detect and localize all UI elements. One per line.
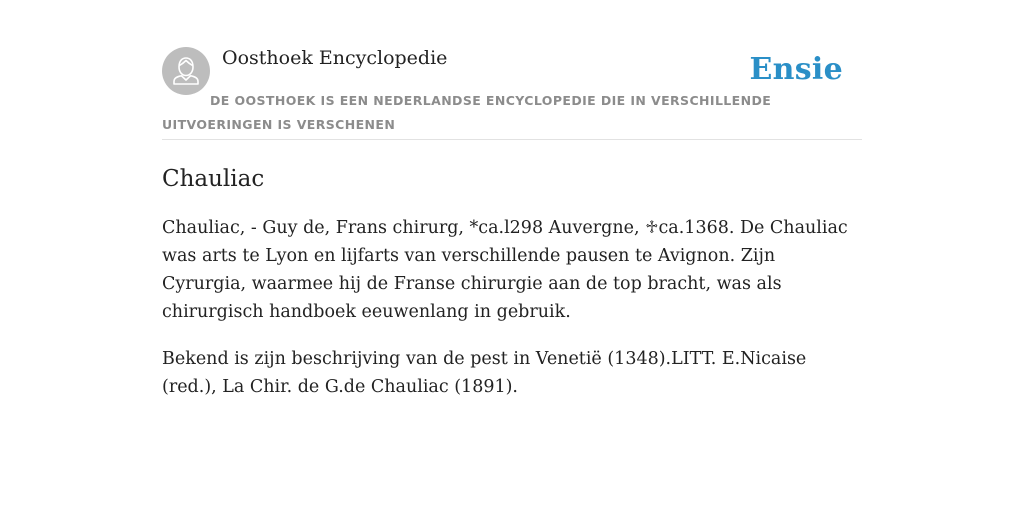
- article-title: Chauliac: [162, 166, 265, 192]
- source-description: DE OOSTHOEK IS EEN NEDERLANDSE ENCYCLOPEDIE DIE IN VERSCHILLENDE UITVOERINGEN IS VERSCHENEN: [162, 93, 772, 132]
- source-header: [162, 0, 862, 140]
- source-title[interactable]: Oosthoek Encyclopedie: [222, 47, 448, 69]
- article-paragraph: Bekend is zijn beschrijving van de pest in Venetië (1348).LITT. E.Nicaise (red.), La Chir. de G.de Chauliac (1891).: [162, 349, 807, 397]
- page: [162, 0, 862, 420]
- article-paragraph: Chauliac, - Guy de, Frans chirurg, *ca.l298 Auvergne, ♱ca.1368. De Chauliac was arts te Lyon en lijfarts van verschillende pausen te Avignon. Zijn Cyrurgia, waarmee hij de Franse chirurgie aan de top bracht, was als chirurgisch handboek eeuwenlang in gebruik.: [162, 218, 848, 322]
- user-icon: [162, 47, 210, 95]
- article-body: [162, 214, 862, 401]
- ensie-logo-link[interactable]: Ensie: [749, 52, 843, 87]
- avatar[interactable]: [162, 47, 210, 95]
